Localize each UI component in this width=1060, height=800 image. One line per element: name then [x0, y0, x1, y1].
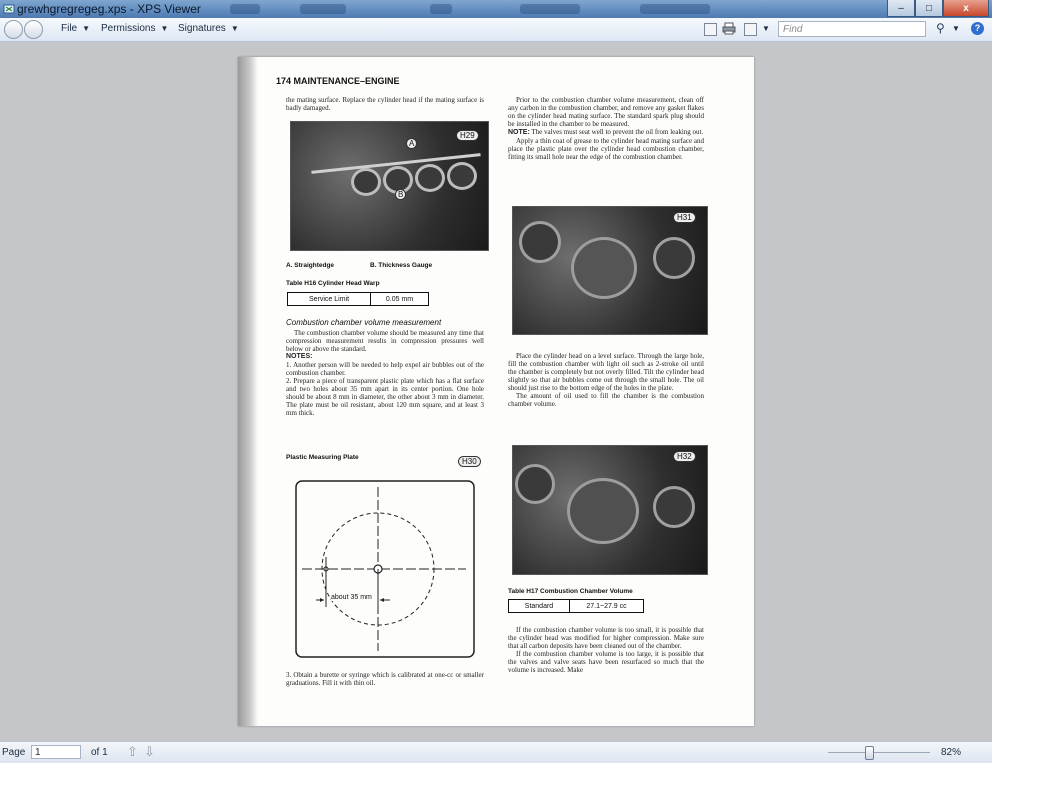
right-column-mid	[508, 352, 704, 408]
step-3-text: 3. Obtain a burette or syringe which is calibrated at one-cc or smaller graduations. Fill it with thin oil.	[286, 671, 484, 687]
search-options-arrow[interactable]: ▼	[952, 24, 960, 33]
page-count-label: of 1	[91, 747, 108, 758]
page-view-icon[interactable]	[744, 23, 757, 36]
zoom-slider-thumb[interactable]	[865, 746, 874, 760]
xps-app-icon	[3, 3, 15, 15]
left-column-intro	[286, 96, 484, 112]
window-controls	[887, 0, 989, 17]
titlebar-decoration	[230, 4, 260, 14]
file-menu[interactable]	[61, 23, 90, 34]
photo-h29	[290, 121, 489, 251]
view-dropdown-arrow[interactable]: ▼	[762, 24, 770, 33]
toolbar	[0, 18, 992, 42]
window-title: grewhgregregeg.xps - XPS Viewer	[17, 2, 201, 16]
photo-h31	[512, 206, 708, 335]
right-column-bottom	[508, 626, 704, 674]
scan-shadow	[238, 57, 258, 726]
section-body: The combustion chamber volume should be measured any time that compression measurement results in compression pressures well below or above the standard.	[286, 329, 484, 353]
maximize-button[interactable]: □	[915, 0, 943, 17]
intro-paragraph: the mating surface. Replace the cylinder head if the mating surface is badly damaged.	[286, 96, 484, 112]
note-1: 1. Another person will be needed to help expel air bubbles out of the combustion chamber.	[286, 361, 484, 377]
reading-view-icon[interactable]	[704, 23, 717, 36]
combustion-chamber	[571, 237, 637, 299]
titlebar-decoration	[520, 4, 580, 14]
chevron-down-icon: ▼	[230, 24, 239, 33]
search-icon[interactable]: ⚲	[936, 21, 945, 35]
status-bar	[0, 741, 992, 763]
adjacent-chamber	[653, 237, 695, 279]
grease-paragraph: Apply a thin coat of grease to the cylinder head mating surface and place the plastic plate over the cylinder head combustion chamber, fitting its small hole near the edge of the combustion chamber.	[508, 137, 704, 161]
close-button[interactable]: x	[943, 0, 989, 17]
adjacent-chamber	[515, 464, 555, 504]
combustion-chamber	[567, 478, 639, 544]
chevron-down-icon: ▼	[160, 24, 169, 33]
adjacent-chamber	[653, 486, 695, 528]
back-button[interactable]	[4, 20, 23, 39]
minimize-button[interactable]: –	[887, 0, 915, 17]
too-small-paragraph: If the combustion chamber volume is too small, it is possible that the cylinder head was modified for higher compression. Make sure that all carbon deposits have been cleaned out of the chamber.	[508, 626, 704, 650]
titlebar-decoration	[430, 4, 452, 14]
photo-tag: H31	[673, 212, 696, 223]
table-h17-title: Table H17 Combustion Chamber Volume	[508, 588, 633, 595]
cylinder-bore	[447, 162, 477, 190]
find-input[interactable]: Find	[778, 21, 926, 37]
notes-title: NOTES:	[286, 353, 313, 360]
forward-button[interactable]	[24, 20, 43, 39]
section-title: Combustion chamber volume measurement	[286, 318, 442, 327]
signatures-menu[interactable]	[178, 23, 239, 34]
caption-thickness-gauge: B. Thickness Gauge	[370, 262, 433, 269]
note-2: 2. Prepare a piece of transparent plastic plate which has a flat surface and two holes about 35 mm apart in its center portion. One hole should be about 8 mm in diameter, the other about 3 mm in diameter. The plate must be oil resistant, about 120 mm square, and at least 3 mm thick.	[286, 377, 484, 417]
table-h17	[508, 599, 644, 613]
caption-straightedge: A. Straightedge	[286, 262, 335, 269]
help-icon[interactable]: ?	[971, 22, 984, 35]
step-3	[286, 671, 484, 687]
cylinder-bore	[351, 168, 381, 196]
page-label: Page	[2, 747, 26, 758]
plastic-plate-diagram	[294, 479, 476, 661]
previous-page-icon[interactable]: ⇧	[127, 744, 138, 759]
title-bar[interactable]	[0, 0, 992, 18]
prior-paragraph: Prior to the combustion chamber volume measurement, clean off any carbon in the combustion chamber, and remove any gasket flakes on the cylinder head mating surface. The standard spark plug should be installed in the chamber to be measured.	[508, 96, 704, 128]
callout-a: A	[406, 138, 417, 149]
permissions-menu-label: Permissions	[101, 23, 156, 34]
page-number-input[interactable]: 1	[31, 745, 81, 759]
page-header: 174 MAINTENANCE–ENGINE	[276, 76, 400, 86]
plate-title: Plastic Measuring Plate	[286, 454, 359, 461]
file-menu-label: File	[61, 23, 78, 34]
cylinder-bore	[415, 164, 445, 192]
volume-paragraph: The amount of oil used to fill the chamber is the combustion chamber volume.	[508, 392, 704, 408]
chevron-down-icon: ▼	[82, 24, 91, 33]
too-large-paragraph: If the combustion chamber volume is too large, it is possible that the valves and valve seats have been resurfaced so much that the volume is increased. Make	[508, 650, 704, 674]
photo-tag: H32	[673, 451, 696, 462]
signatures-menu-label: Signatures	[178, 23, 226, 34]
zoom-level: 82%	[941, 747, 962, 758]
table-h16-title: Table H16 Cylinder Head Warp	[286, 280, 380, 287]
table-h17-value: 27.1~27.9 cc	[569, 600, 643, 612]
permissions-menu[interactable]	[101, 23, 168, 34]
table-h16	[287, 292, 429, 306]
table-h17-label: Standard	[524, 602, 554, 610]
titlebar-decoration	[300, 4, 346, 14]
next-page-icon[interactable]: ⇩	[144, 744, 155, 759]
adjacent-chamber	[519, 221, 561, 263]
photo-tag: H29	[456, 130, 479, 141]
table-h16-value: 0.05 mm	[370, 293, 428, 305]
callout-b: B	[395, 189, 406, 200]
table-h16-label: Service Limit	[308, 295, 350, 303]
plate-tag: H30	[458, 456, 481, 467]
document-page[interactable]	[238, 57, 754, 726]
plate-dimension-label: about 35 mm	[331, 594, 372, 601]
titlebar-decoration	[640, 4, 710, 14]
fill-paragraph: Place the cylinder head on a level surface. Through the large hole, fill the combustion chamber with light oil such as 2-stroke oil until the chamber is completely but not overly filled. Tilt the cylinder head slightly so that air bubbles come out through the small hole. The oil should just rise to the bottom edge of the holes in the plate.	[508, 352, 704, 392]
note-text: The valves must seat well to prevent the oil from leaking out.	[531, 128, 704, 136]
note-label: NOTE:	[508, 129, 530, 136]
print-icon[interactable]	[722, 22, 736, 35]
zoom-slider-track[interactable]	[828, 752, 930, 753]
left-column-body	[286, 329, 484, 417]
photo-h32	[512, 445, 708, 575]
right-column-top	[508, 96, 704, 161]
